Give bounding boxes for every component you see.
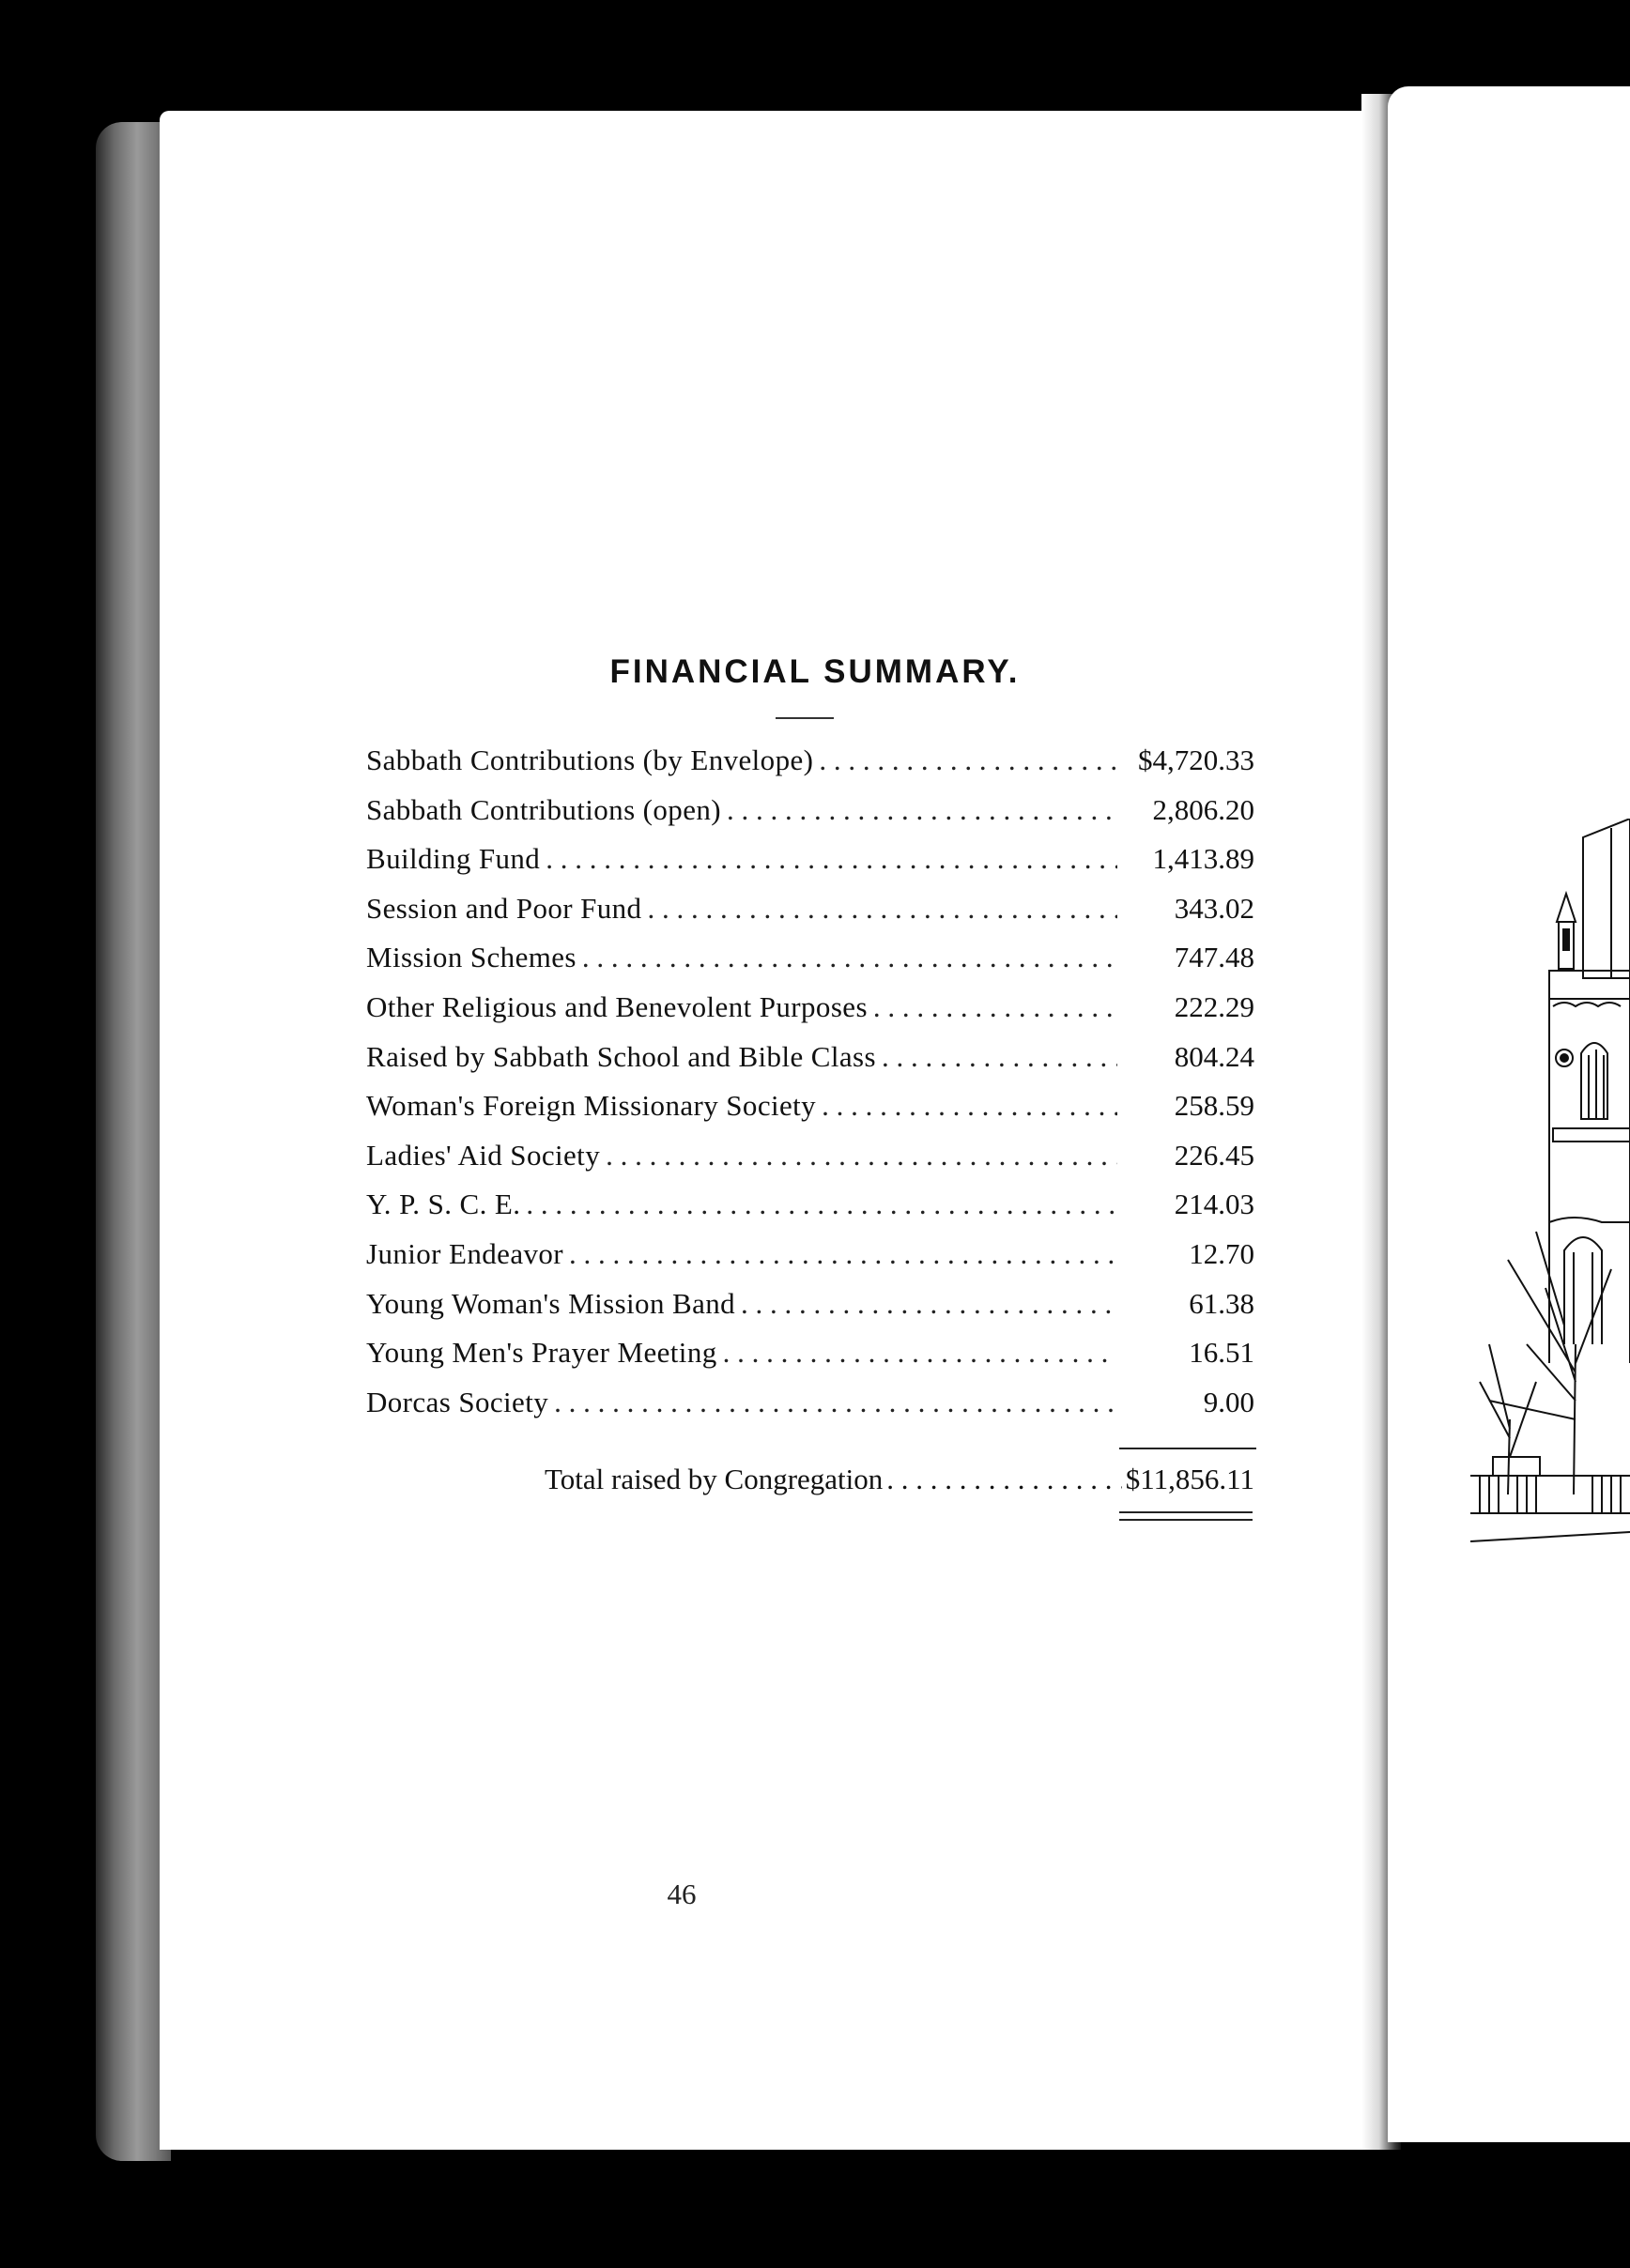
item-label: Junior Endeavor bbox=[366, 1236, 564, 1270]
item-label: Y. P. S. C. E. bbox=[366, 1188, 521, 1221]
total-amount: $11,856.11 bbox=[1125, 1463, 1254, 1495]
item-amount: 804.24 bbox=[1174, 1039, 1254, 1073]
page-number: 46 bbox=[667, 1877, 697, 1910]
list-item bbox=[366, 1139, 1254, 1188]
item-amount: 258.59 bbox=[1174, 1089, 1254, 1123]
church-illustration bbox=[1470, 819, 1630, 1607]
list-item bbox=[366, 1237, 1254, 1287]
leader-dots bbox=[647, 892, 1117, 926]
item-label: Woman's Foreign Missionary Society bbox=[366, 1089, 817, 1123]
leader-dots bbox=[822, 1089, 1117, 1123]
title-rule bbox=[776, 717, 834, 719]
list-item bbox=[366, 1336, 1254, 1386]
item-label: Ladies' Aid Society bbox=[366, 1138, 601, 1172]
list-item bbox=[366, 1287, 1254, 1337]
item-amount: 343.02 bbox=[1174, 891, 1254, 925]
sum-rule bbox=[1119, 1448, 1256, 1449]
list-item bbox=[366, 1188, 1254, 1237]
item-label: Sabbath Contributions (by Envelope) bbox=[366, 743, 814, 776]
item-amount: 16.51 bbox=[1189, 1336, 1254, 1370]
item-label: Sabbath Contributions (open) bbox=[366, 792, 721, 826]
item-amount: 61.38 bbox=[1189, 1286, 1254, 1320]
item-label: Other Religious and Benevolent Purposes bbox=[366, 989, 868, 1023]
item-label: Mission Schemes bbox=[366, 941, 577, 974]
leader-dots bbox=[723, 1336, 1117, 1370]
list-item bbox=[366, 1386, 1254, 1435]
item-amount: 214.03 bbox=[1174, 1188, 1254, 1221]
financial-items-list bbox=[366, 743, 1254, 1434]
leader-dots bbox=[727, 793, 1117, 827]
leader-dots bbox=[741, 1287, 1117, 1321]
leader-dots bbox=[606, 1139, 1117, 1172]
page-title: FINANCIAL SUMMARY. bbox=[609, 653, 1021, 690]
leader-dots bbox=[882, 1040, 1117, 1074]
item-amount: 12.70 bbox=[1189, 1236, 1254, 1270]
list-item bbox=[366, 990, 1254, 1040]
list-item bbox=[366, 892, 1254, 942]
item-amount: 1,413.89 bbox=[1152, 842, 1254, 876]
item-amount: 9.00 bbox=[1203, 1385, 1254, 1418]
total-double-rule bbox=[1119, 1511, 1253, 1521]
total-label: Total raised by Congregation bbox=[545, 1463, 884, 1495]
item-label: Raised by Sabbath School and Bible Class bbox=[366, 1039, 876, 1073]
leader-dots bbox=[886, 1463, 1122, 1496]
total-row bbox=[545, 1463, 1254, 1496]
leader-dots bbox=[582, 941, 1117, 974]
item-label: Dorcas Society bbox=[366, 1385, 549, 1418]
leader-dots bbox=[873, 990, 1117, 1024]
item-label: Session and Poor Fund bbox=[366, 891, 642, 925]
leader-dots bbox=[526, 1188, 1117, 1221]
list-item bbox=[366, 941, 1254, 990]
leader-dots bbox=[819, 743, 1117, 777]
item-amount: 226.45 bbox=[1174, 1138, 1254, 1172]
leader-dots bbox=[569, 1237, 1117, 1271]
item-amount: 747.48 bbox=[1174, 941, 1254, 974]
item-amount: 2,806.20 bbox=[1152, 792, 1254, 826]
list-item bbox=[366, 793, 1254, 843]
item-label: Building Fund bbox=[366, 842, 541, 876]
leader-dots bbox=[554, 1386, 1117, 1419]
list-item bbox=[366, 1040, 1254, 1090]
item-label: Young Men's Prayer Meeting bbox=[366, 1336, 717, 1370]
list-item bbox=[366, 842, 1254, 892]
item-amount: 222.29 bbox=[1174, 989, 1254, 1023]
list-item bbox=[366, 1089, 1254, 1139]
item-amount: $4,720.33 bbox=[1138, 743, 1254, 776]
leader-dots bbox=[546, 842, 1117, 876]
list-item bbox=[366, 743, 1254, 793]
item-label: Young Woman's Mission Band bbox=[366, 1286, 736, 1320]
